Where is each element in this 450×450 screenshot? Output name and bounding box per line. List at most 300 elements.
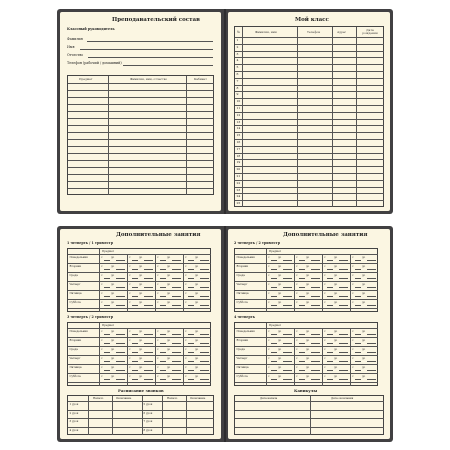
time-input-line[interactable] [200,269,209,270]
field-line-patronymic[interactable] [88,57,213,58]
from-label: с [157,339,159,342]
to-label: до [111,348,115,351]
time-input-line[interactable] [104,370,110,371]
time-input-line[interactable] [311,296,320,297]
time-input-line[interactable] [355,287,361,288]
table-row-line[interactable] [235,187,384,188]
time-input-line[interactable] [188,379,194,380]
time-input-line[interactable] [144,361,153,362]
table-row-line[interactable] [235,98,384,99]
time-input-line[interactable] [132,334,138,335]
to-label: до [139,375,143,378]
table-row-line[interactable] [68,90,214,91]
time-input-line[interactable] [271,287,277,288]
time-input-line[interactable] [299,334,305,335]
time-input-line[interactable] [172,287,181,288]
time-input-line[interactable] [283,278,292,279]
time-input-line[interactable] [327,343,333,344]
time-input-line[interactable] [339,269,348,270]
time-input-line[interactable] [311,260,320,261]
time-input-line[interactable] [283,343,292,344]
time-input-line[interactable] [271,260,277,261]
time-input-line[interactable] [188,305,194,306]
table-row-line[interactable] [68,111,214,112]
time-input-line[interactable] [339,370,348,371]
table-row-line [235,281,378,282]
table-row-line[interactable] [68,410,214,411]
time-input-line[interactable] [144,343,153,344]
time-input-line[interactable] [116,296,125,297]
table-row-line[interactable] [68,97,214,98]
time-input-line[interactable] [271,343,277,344]
table-row-line[interactable] [68,181,214,182]
time-input-line[interactable] [104,305,110,306]
time-input-line[interactable] [172,278,181,279]
time-input-line[interactable] [283,287,292,288]
from-label: с [157,366,159,369]
time-input-line[interactable] [327,260,333,261]
field-line-name[interactable] [80,49,213,50]
time-input-line[interactable] [339,260,348,261]
row-number: 9 [236,92,239,97]
time-input-line[interactable] [327,287,333,288]
table-row-line[interactable] [235,44,384,45]
time-input-line[interactable] [283,334,292,335]
time-input-line[interactable] [299,296,305,297]
time-input-line[interactable] [188,343,194,344]
time-input-line[interactable] [104,379,110,380]
time-input-line[interactable] [160,296,166,297]
time-input-line[interactable] [311,343,320,344]
time-input-line[interactable] [104,352,110,353]
time-input-line[interactable] [299,352,305,353]
time-input-line[interactable] [311,334,320,335]
time-input-line[interactable] [311,278,320,279]
table-row-line[interactable] [68,160,214,161]
table-row-line[interactable] [235,166,384,167]
table-row-line[interactable] [68,146,214,147]
table-row-line[interactable] [235,193,384,194]
time-input-line[interactable] [160,343,166,344]
table-row-line [68,373,211,374]
from-label: с [185,301,187,304]
time-input-line[interactable] [299,287,305,288]
time-input-line[interactable] [172,305,181,306]
table-row-line[interactable] [68,167,214,168]
time-input-line[interactable] [327,296,333,297]
from-label: с [268,292,270,295]
time-input-line[interactable] [200,287,209,288]
time-input-line[interactable] [104,260,110,261]
time-input-line[interactable] [311,352,320,353]
time-input-line[interactable] [339,278,348,279]
time-input-line[interactable] [172,269,181,270]
time-input-line[interactable] [367,269,376,270]
time-input-line[interactable] [283,296,292,297]
table-row-line[interactable] [68,188,214,189]
time-input-line[interactable] [132,352,138,353]
table-row-line[interactable] [235,180,384,181]
page-title: Преподавательский состав [112,17,200,23]
time-input-line[interactable] [367,305,376,306]
time-input-line[interactable] [116,361,125,362]
time-input-line[interactable] [200,370,209,371]
to-label: до [362,348,366,351]
table-row-line[interactable] [68,153,214,154]
time-input-line[interactable] [160,305,166,306]
time-input-line[interactable] [144,278,153,279]
time-input-line[interactable] [299,269,305,270]
to-label: до [278,348,282,351]
time-input-line[interactable] [132,269,138,270]
time-input-line[interactable] [116,287,125,288]
time-input-line[interactable] [132,379,138,380]
to-label: до [139,292,143,295]
table-row-line[interactable] [235,146,384,147]
time-input-line[interactable] [104,361,110,362]
time-input-line[interactable] [144,305,153,306]
table-row-line[interactable] [68,132,214,133]
field-line-surname[interactable] [87,41,213,42]
top-notebook-spread [57,9,393,214]
table-row-line[interactable] [68,139,214,140]
time-input-line[interactable] [283,361,292,362]
row-number: 3 [236,51,239,56]
time-input-line[interactable] [116,379,125,380]
time-input-line[interactable] [132,305,138,306]
time-input-line[interactable] [104,296,110,297]
table-row-line[interactable] [235,112,384,113]
time-input-line[interactable] [132,278,138,279]
time-input-line[interactable] [116,352,125,353]
time-input-line[interactable] [271,269,277,270]
time-input-line[interactable] [299,370,305,371]
day-label: Вторник [236,265,249,268]
time-input-line[interactable] [188,370,194,371]
time-input-line[interactable] [367,379,376,380]
time-input-line[interactable] [200,343,209,344]
time-input-line[interactable] [367,278,376,279]
time-input-line[interactable] [160,379,166,380]
table-row-line[interactable] [235,173,384,174]
from-label: с [157,375,159,378]
to-label: до [306,348,310,351]
time-input-line[interactable] [311,269,320,270]
to-label: до [306,330,310,333]
table-row-line [68,337,211,338]
time-input-line[interactable] [172,343,181,344]
time-input-line[interactable] [367,361,376,362]
row-number: 20 [236,167,241,172]
col-divider [183,328,187,386]
time-input-line[interactable] [327,334,333,335]
time-input-line[interactable] [283,370,292,371]
time-input-line[interactable] [311,370,320,371]
lesson-label: 2 урок [69,411,79,415]
col-header: Окончание [116,396,132,400]
row-number: 21 [236,174,241,178]
row-number: 14 [236,126,241,131]
time-input-line[interactable] [299,278,305,279]
table-row-line[interactable] [235,57,384,58]
time-input-line[interactable] [367,260,376,261]
time-input-line[interactable] [339,379,348,380]
time-input-line[interactable] [172,260,181,261]
time-input-line[interactable] [144,352,153,353]
table-row-line[interactable] [235,37,384,38]
from-label: с [268,256,270,259]
time-input-line[interactable] [144,334,153,335]
time-input-line[interactable] [355,361,361,362]
time-input-line[interactable] [367,334,376,335]
time-input-line[interactable] [355,260,361,261]
time-input-line[interactable] [271,352,277,353]
time-input-line[interactable] [283,260,292,261]
time-input-line[interactable] [311,379,320,380]
from-label: с [185,348,187,351]
time-input-line[interactable] [132,370,138,371]
table-row-line[interactable] [235,119,384,120]
from-label: с [296,330,298,333]
row-number: 15 [236,133,241,138]
table-row-line[interactable] [235,410,384,411]
time-input-line[interactable] [200,379,209,380]
table-row-line[interactable] [235,153,384,154]
time-input-line[interactable] [116,370,125,371]
time-input-line[interactable] [327,269,333,270]
time-input-line[interactable] [116,334,125,335]
time-input-line[interactable] [104,334,110,335]
time-input-line[interactable] [283,269,292,270]
to-label: до [362,292,366,295]
day-label: Четверг [236,283,248,286]
time-input-line[interactable] [188,296,194,297]
table-row-line[interactable] [68,83,214,84]
time-input-line[interactable] [132,343,138,344]
time-input-line[interactable] [339,343,348,344]
from-label: с [324,256,326,259]
table-row-line[interactable] [68,174,214,175]
time-input-line[interactable] [339,361,348,362]
time-input-line[interactable] [299,305,305,306]
col-divider [350,328,354,386]
time-input-line[interactable] [160,278,166,279]
to-label: до [139,265,143,268]
time-input-line[interactable] [367,352,376,353]
time-input-line[interactable] [188,269,194,270]
time-input-line[interactable] [188,352,194,353]
table-row-line[interactable] [235,64,384,65]
row-number: 24 [236,194,241,199]
table-row-line[interactable] [235,132,384,133]
time-input-line[interactable] [299,343,305,344]
time-input-line[interactable] [188,287,194,288]
time-input-line[interactable] [132,361,138,362]
time-input-line[interactable] [271,370,277,371]
from-label: с [268,265,270,268]
time-input-line[interactable] [104,269,110,270]
time-input-line[interactable] [339,334,348,335]
time-input-line[interactable] [172,352,181,353]
time-input-line[interactable] [104,343,110,344]
time-input-line[interactable] [144,370,153,371]
time-input-line[interactable] [188,361,194,362]
time-input-line[interactable] [160,269,166,270]
time-input-line[interactable] [271,334,277,335]
time-input-line[interactable] [271,296,277,297]
time-input-line[interactable] [327,370,333,371]
to-label: до [195,274,199,277]
time-input-line[interactable] [355,352,361,353]
time-input-line[interactable] [116,269,125,270]
time-input-line[interactable] [200,334,209,335]
table-row-line[interactable] [235,125,384,126]
time-input-line[interactable] [160,370,166,371]
time-input-line[interactable] [160,352,166,353]
time-input-line[interactable] [104,287,110,288]
time-input-line[interactable] [327,305,333,306]
row-number: 16 [236,140,241,144]
time-input-line[interactable] [160,260,166,261]
time-input-line[interactable] [271,379,277,380]
table-row-line[interactable] [235,51,384,52]
col-header-birthdate: Дата рождения [362,28,378,36]
time-input-line[interactable] [200,278,209,279]
time-input-line[interactable] [355,370,361,371]
time-input-line[interactable] [355,334,361,335]
time-input-line[interactable] [367,287,376,288]
time-input-line[interactable] [132,287,138,288]
time-input-line[interactable] [355,269,361,270]
from-label: с [185,274,187,277]
time-input-line[interactable] [355,305,361,306]
time-input-line[interactable] [144,287,153,288]
table-row-line[interactable] [235,200,384,201]
time-input-line[interactable] [200,296,209,297]
time-input-line[interactable] [327,379,333,380]
time-input-line[interactable] [367,370,376,371]
time-input-line[interactable] [200,361,209,362]
table-row-line [235,263,378,264]
time-input-line[interactable] [339,305,348,306]
time-input-line[interactable] [299,379,305,380]
time-input-line[interactable] [311,287,320,288]
table-row-line[interactable] [68,418,214,419]
time-input-line[interactable] [271,278,277,279]
time-input-line[interactable] [144,379,153,380]
time-input-line[interactable] [188,260,194,261]
time-input-line[interactable] [339,296,348,297]
table-row-line[interactable] [235,85,384,86]
row-number: 7 [236,78,239,83]
table-row-line [68,364,211,365]
field-line-phone[interactable] [123,65,213,66]
table-row-line[interactable] [235,159,384,160]
time-input-line[interactable] [299,260,305,261]
time-input-line[interactable] [188,334,194,335]
time-input-line[interactable] [367,343,376,344]
time-input-line[interactable] [283,352,292,353]
time-input-line[interactable] [327,278,333,279]
time-input-line[interactable] [283,379,292,380]
to-label: до [139,274,143,277]
time-input-line[interactable] [132,260,138,261]
time-input-line[interactable] [311,361,320,362]
time-input-line[interactable] [339,287,348,288]
table-row-line[interactable] [235,418,384,419]
time-input-line[interactable] [172,370,181,371]
field-label-patronymic: Отчество [67,53,84,57]
time-input-line[interactable] [172,334,181,335]
time-input-line[interactable] [144,269,153,270]
col-divider [186,76,187,195]
from-label: с [129,292,131,295]
table-row-line[interactable] [235,78,384,79]
table-row-line[interactable] [68,104,214,105]
from-label: с [129,375,131,378]
time-input-line[interactable] [200,260,209,261]
time-input-line[interactable] [311,305,320,306]
table-row-line[interactable] [68,427,214,428]
time-input-line[interactable] [188,278,194,279]
time-input-line[interactable] [116,278,125,279]
time-input-line[interactable] [200,352,209,353]
extra-classes-table [234,248,378,312]
time-input-line[interactable] [200,305,209,306]
time-input-line[interactable] [116,305,125,306]
time-input-line[interactable] [132,296,138,297]
table-row-line[interactable] [235,71,384,72]
time-input-line[interactable] [116,343,125,344]
time-input-line[interactable] [367,296,376,297]
to-label: до [195,366,199,369]
to-label: до [167,283,171,286]
lesson-label: 6 урок [143,411,153,415]
time-input-line[interactable] [116,260,125,261]
table-row-line[interactable] [68,118,214,119]
time-input-line[interactable] [104,278,110,279]
time-input-line[interactable] [144,260,153,261]
time-input-line[interactable] [160,334,166,335]
time-input-line[interactable] [283,305,292,306]
to-label: до [139,256,143,259]
from-label: с [101,283,103,286]
time-input-line[interactable] [355,343,361,344]
time-input-line[interactable] [355,278,361,279]
time-input-line[interactable] [172,296,181,297]
table-row-line[interactable] [235,427,384,428]
time-input-line[interactable] [327,361,333,362]
time-input-line[interactable] [271,361,277,362]
time-input-line[interactable] [271,305,277,306]
from-label: с [324,339,326,342]
table-row-line[interactable] [235,139,384,140]
table-row-line[interactable] [235,105,384,106]
from-label: с [296,292,298,295]
time-input-line[interactable] [299,361,305,362]
time-input-line[interactable] [160,361,166,362]
time-input-line[interactable] [172,379,181,380]
table-row-line[interactable] [235,91,384,92]
table-row-line[interactable] [68,125,214,126]
time-input-line[interactable] [339,352,348,353]
time-input-line[interactable] [160,287,166,288]
time-input-line[interactable] [144,296,153,297]
time-input-line[interactable] [355,296,361,297]
time-input-line[interactable] [172,361,181,362]
time-input-line[interactable] [355,379,361,380]
time-input-line[interactable] [327,352,333,353]
